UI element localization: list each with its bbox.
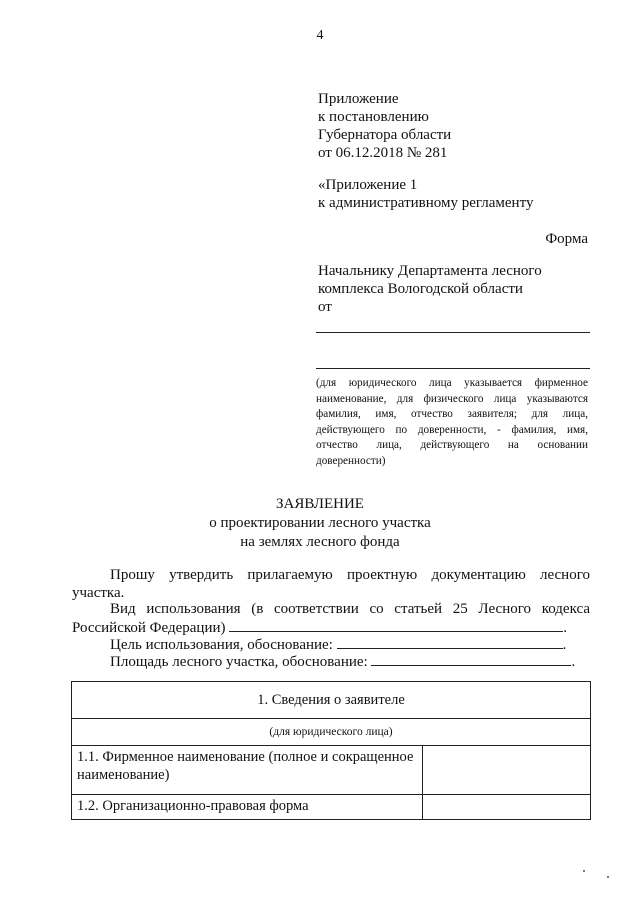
applicant-line-2 — [316, 368, 590, 369]
document-title: ЗАЯВЛЕНИЕ — [276, 496, 364, 512]
section-subtitle: (для юридического лица) — [72, 719, 591, 746]
scan-mark — [583, 870, 585, 872]
use-type-line: Вид использования (в соответствии со статьей 25 Лесного кодекса — [110, 601, 590, 617]
area-field — [72, 651, 590, 672]
appendix-header — [318, 90, 451, 162]
row-value — [423, 795, 591, 820]
appendix-line: Губернатора области — [318, 127, 452, 143]
appendix-1-line: «Приложение 1 — [318, 177, 418, 193]
addressee-block — [318, 262, 542, 316]
area-blank — [371, 651, 571, 666]
appendix-line: от 06.12.2018 № 281 — [318, 145, 448, 161]
use-type-blank — [229, 617, 563, 632]
addressee-line: Начальнику Департамента лесного — [318, 263, 542, 279]
table-header-row — [72, 682, 591, 719]
appendix-line: к постановлению — [318, 109, 429, 125]
document-subtitle: на землях лесного фонда — [240, 534, 400, 550]
purpose-blank — [337, 634, 563, 649]
purpose-label: Цель использования, обоснование: — [110, 637, 333, 653]
appendix-1-line: к административному регламенту — [318, 195, 534, 211]
row-value — [423, 746, 591, 795]
use-type-label: Российской Федерации) — [72, 620, 226, 636]
scan-mark — [607, 876, 609, 878]
addressee-line: комплекса Вологодской области — [318, 281, 523, 297]
period: . — [571, 654, 576, 670]
period: . — [563, 620, 568, 636]
applicant-info-table — [71, 681, 591, 820]
table-row — [72, 746, 591, 795]
period: . — [562, 637, 567, 653]
appendix-line: Приложение — [318, 91, 399, 107]
area-label: Площадь лесного участка, обоснование: — [110, 654, 368, 670]
addressee-from: от — [318, 299, 332, 315]
table-subheader-row — [72, 719, 591, 746]
document-subtitle: о проектировании лесного участка — [209, 515, 431, 531]
form-label: Форма — [545, 231, 588, 247]
applicant-note: (для юридического лица указывается фирменное наименование, для физического лица указываются фамилия, имя, отчество заявителя; для лица, действующего по доверенности, - фамилия, имя, отчество лица, действующего на основании доверенности) — [316, 377, 588, 467]
row-label: 1.2. Организационно-правовая форма — [72, 795, 423, 820]
row-label: 1.1. Фирменное наименование (полное и сокращенное наименование) — [72, 746, 423, 795]
applicant-line-1 — [316, 332, 590, 333]
section-title: 1. Сведения о заявителе — [72, 682, 591, 719]
table-row — [72, 795, 591, 820]
page-number: 4 — [316, 28, 324, 43]
appendix-1-header — [318, 176, 533, 212]
request-line: участка. — [72, 585, 125, 601]
request-line: Прошу утвердить прилагаемую проектную документацию лесного — [110, 567, 590, 583]
